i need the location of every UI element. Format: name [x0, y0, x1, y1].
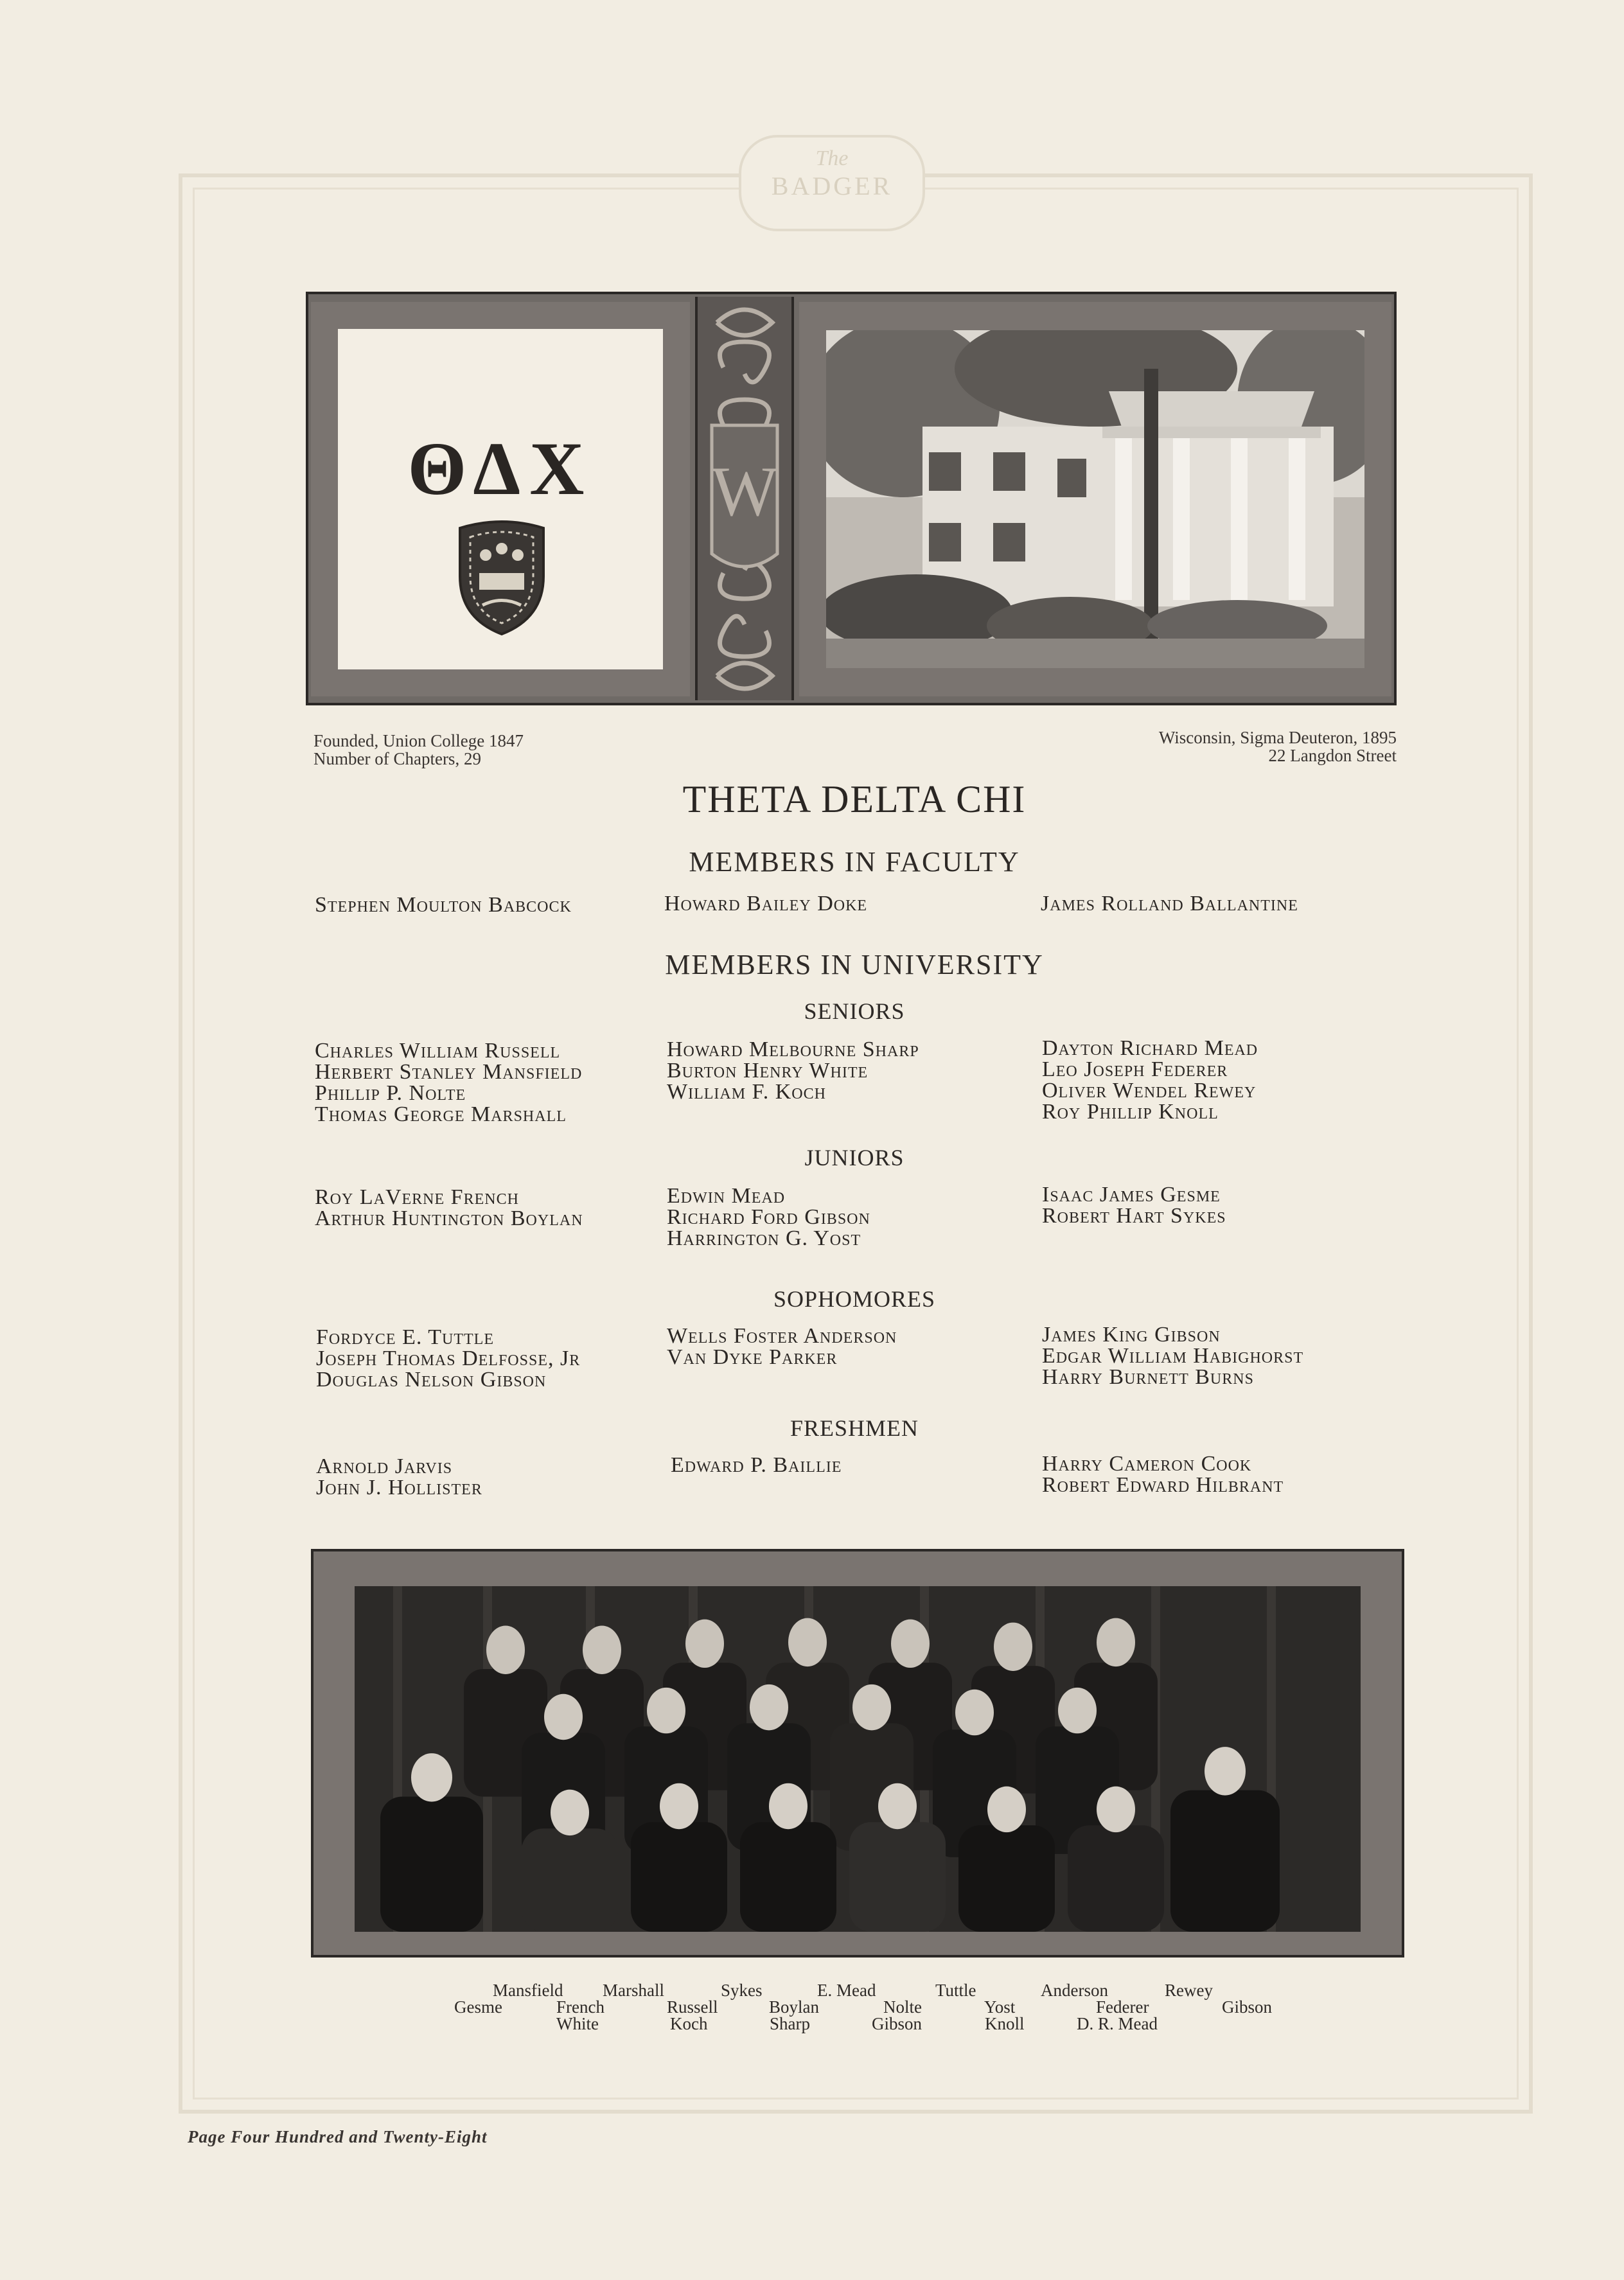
juniors-column-3 [1042, 1184, 1226, 1226]
chapters-line: Number of Chapters, 29 [313, 749, 481, 768]
sophomores-column-3 [1042, 1324, 1303, 1388]
member-name: Edgar William Habighorst [1042, 1344, 1304, 1368]
member-name: Fordyce E. Tuttle [316, 1325, 494, 1349]
faculty-name: James Rolland Ballantine [1041, 892, 1298, 915]
member-name: John J. Hollister [316, 1476, 482, 1499]
badger-ornament-the: The [815, 146, 849, 170]
faculty-name: Howard Bailey Doke [664, 892, 868, 915]
scroll-ornament-icon [698, 297, 791, 700]
greek-letters: ΘΔΧ [407, 427, 594, 511]
caption-name: Nolte [883, 1997, 922, 2017]
university-heading: MEMBERS IN UNIVERSITY [665, 949, 1044, 980]
caption-name: Knoll [985, 2014, 1025, 2033]
member-name: Herbert Stanley Mansfield [315, 1060, 583, 1084]
member-name: Phillip P. Nolte [315, 1081, 466, 1105]
member-name: Harry Burnett Burns [1042, 1365, 1254, 1389]
caption-name: Rewey [1165, 1981, 1213, 2000]
freshmen-heading: FRESHMEN [790, 1415, 919, 1441]
juniors-column-2 [667, 1185, 870, 1249]
member-name: Edwin Mead [667, 1184, 786, 1208]
sophomores-column-1 [316, 1327, 580, 1390]
member-name: Roy Phillip Knoll [1042, 1100, 1219, 1124]
badger-header-ornament [739, 135, 925, 231]
freshmen-column-3 [1042, 1453, 1284, 1496]
founded-line: Founded, Union College 1847 [313, 731, 524, 750]
seniors-column-1 [315, 1040, 582, 1125]
crest-paper [338, 329, 663, 669]
ornament-strip [695, 297, 794, 700]
caption-name: Gibson [872, 2014, 922, 2033]
badger-ornament-title: BADGER [771, 172, 893, 200]
member-name: Van Dyke Parker [667, 1345, 838, 1369]
fraternity-shield-icon [447, 515, 556, 637]
faculty-name: Stephen Moulton Babcock [315, 893, 572, 917]
member-name: Burton Henry White [667, 1059, 869, 1083]
caption-name: Tuttle [935, 1981, 976, 2000]
seniors-heading: SENIORS [804, 998, 905, 1024]
ornament-letter: W [711, 452, 778, 531]
member-name: William F. Koch [667, 1080, 826, 1104]
member-name: Arthur Huntington Boylan [315, 1206, 583, 1230]
page-number: Page Four Hundred and Twenty-Eight [188, 2127, 488, 2146]
member-name: Douglas Nelson Gibson [316, 1368, 547, 1392]
member-name: Dayton Richard Mead [1042, 1036, 1258, 1060]
member-name: Wells Foster Anderson [667, 1324, 897, 1348]
caption-name: Sharp [770, 2014, 810, 2033]
seniors-column-3 [1042, 1038, 1258, 1122]
member-name: Arnold Jarvis [316, 1454, 453, 1478]
juniors-heading: JUNIORS [804, 1145, 905, 1171]
chapter-info [1159, 729, 1397, 764]
crest-panel [311, 302, 690, 696]
seniors-column-2 [667, 1039, 919, 1102]
caption-name: Mansfield [493, 1981, 563, 2000]
member-name: Roy LaVerne French [315, 1185, 519, 1209]
chapter-line: Wisconsin, Sigma Deuteron, 1895 [1158, 728, 1397, 747]
sophomores-heading: SOPHOMORES [773, 1286, 936, 1312]
caption-name: Gesme [454, 1997, 502, 2017]
group-photo [355, 1586, 1361, 1932]
freshmen-column-1 [316, 1456, 482, 1498]
member-name: Charles William Russell [315, 1039, 561, 1063]
faculty-heading: MEMBERS IN FACULTY [689, 846, 1020, 878]
caption-name: Anderson [1041, 1981, 1108, 2000]
page-title: THETA DELTA CHI [682, 778, 1027, 820]
founding-info [313, 732, 524, 768]
member-name: Oliver Wendel Rewey [1042, 1079, 1257, 1102]
caption-name: Sykes [721, 1981, 763, 2000]
caption-name: Russell [667, 1997, 718, 2017]
member-name: Thomas George Marshall [315, 1102, 567, 1126]
caption-name: Koch [670, 2014, 708, 2033]
address-line: 22 Langdon Street [1268, 746, 1397, 765]
member-name: Robert Hart Sykes [1042, 1204, 1226, 1228]
caption-name: Gibson [1222, 1997, 1273, 2017]
member-name: Joseph Thomas Delfosse, Jr [316, 1347, 581, 1370]
member-name: Isaac James Gesme [1042, 1183, 1221, 1206]
caption-name: E. Mead [817, 1981, 876, 2000]
member-name: Robert Edward Hilbrant [1042, 1473, 1284, 1497]
freshmen-column-2 [671, 1454, 842, 1476]
sophomores-column-2 [667, 1325, 897, 1368]
member-name: Howard Melbourne Sharp [667, 1038, 919, 1061]
caption-name: Federer [1096, 1997, 1149, 2017]
caption-name: White [556, 2014, 599, 2033]
member-name: James King Gibson [1042, 1323, 1221, 1347]
member-name: Leo Joseph Federer [1042, 1057, 1228, 1081]
member-name: Edward P. Baillie [671, 1453, 842, 1477]
chapter-house-photo [826, 330, 1364, 668]
member-name: Harry Cameron Cook [1042, 1452, 1252, 1476]
juniors-column-1 [315, 1187, 583, 1229]
caption-name: Boylan [769, 1997, 819, 2017]
group-photo-frame [311, 1549, 1404, 1957]
member-name: Richard Ford Gibson [667, 1205, 870, 1229]
caption-name: French [556, 1997, 605, 2017]
caption-name: D. R. Mead [1077, 2014, 1158, 2033]
member-name: Harrington G. Yost [667, 1226, 861, 1250]
caption-name: Yost [984, 1997, 1016, 2017]
house-photo-frame [799, 302, 1391, 696]
caption-name: Marshall [603, 1981, 664, 2000]
